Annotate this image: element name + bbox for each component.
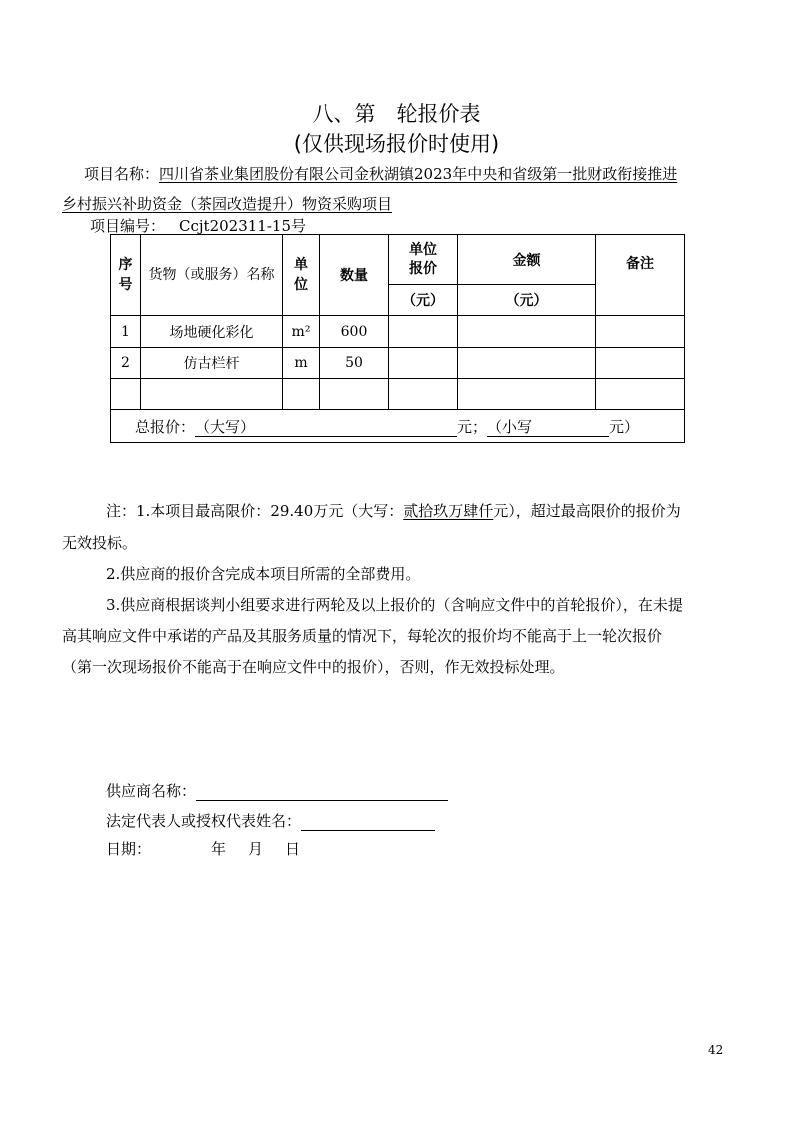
cell-seq: 2 — [111, 348, 141, 379]
cell-remark — [596, 316, 685, 348]
rep-name-label: 法定代表人或授权代表姓名： — [106, 812, 302, 830]
header-unit-price: 单位报价 — [389, 235, 458, 285]
header-amount: 金额 — [458, 235, 596, 285]
supplier-name-blank — [196, 784, 448, 801]
header-unit: 单位 — [283, 235, 320, 316]
supplier-name-row — [106, 780, 448, 801]
table-row — [111, 316, 685, 348]
cell-unit — [283, 379, 320, 410]
total-yuan1: 元； — [457, 417, 488, 436]
cell-unit-price — [389, 348, 458, 379]
total-label: 总报价： — [135, 417, 196, 436]
total-cell — [111, 410, 685, 443]
date-year: 年 — [211, 840, 227, 858]
cell-unit-price — [389, 379, 458, 410]
cell-seq: 1 — [111, 316, 141, 348]
table-row — [111, 379, 685, 410]
project-name-value-2: 乡村振兴补助资金（茶园改造提升）物资采购项目 — [62, 195, 393, 213]
header-unit-price-sub: （元） — [389, 285, 458, 316]
project-number-label: 项目编号： — [90, 217, 166, 235]
date-label: 日期： — [106, 840, 152, 858]
date-day: 日 — [285, 840, 301, 858]
project-name-line1 — [84, 163, 677, 184]
cell-amount — [458, 316, 596, 348]
quote-table — [110, 234, 685, 443]
header-qty: 数量 — [320, 235, 389, 316]
note-3-line-c: （第一次现场报价不能高于在响应文件中的报价），否则，作无效投标处理。 — [62, 658, 565, 676]
note-1-upper-amount: 贰拾玖万肆仟 — [403, 502, 494, 520]
total-lower-field: （小写 — [487, 418, 609, 437]
cell-unit: m — [283, 348, 320, 379]
cell-qty: 600 — [320, 316, 389, 348]
project-number-value: Ccjt202311-15号 — [179, 217, 306, 235]
cell-amount — [458, 379, 596, 410]
note-3-line-b: 高其响应文件中承诺的产品及其服务质量的情况下，每轮次的报价均不能高于上一轮次报价 — [62, 627, 663, 645]
cell-goods: 场地硬化彩化 — [141, 316, 283, 348]
date-month: 月 — [248, 840, 264, 858]
page-subtitle: (仅供现场报价时使用) — [293, 132, 500, 156]
cell-unit-price — [389, 316, 458, 348]
note-1-line-a: 注：1.本项目最高限价：29.40万元（大写：贰拾玖万肆仟元），超过最高限价的报价为 — [106, 502, 681, 520]
total-yuan2: 元） — [609, 417, 640, 436]
cell-amount — [458, 348, 596, 379]
total-upper-field: （大写） — [195, 418, 457, 437]
cell-goods: 仿古栏杆 — [141, 348, 283, 379]
project-name-label: 项目名称： — [84, 165, 160, 183]
cell-remark — [596, 379, 685, 410]
header-amount-sub: （元） — [458, 285, 596, 316]
note-1-line-b: 无效投标。 — [62, 534, 138, 552]
project-name-line2 — [62, 193, 392, 214]
cell-seq — [111, 379, 141, 410]
header-remark: 备注 — [596, 235, 685, 316]
date-row — [106, 838, 300, 859]
header-goods: 货物（或服务）名称 — [141, 235, 283, 316]
cell-remark — [596, 348, 685, 379]
cell-qty: 50 — [320, 348, 389, 379]
project-name-value-1: 四川省茶业集团股份有限公司金秋湖镇2023年中央和省级第一批财政衔接推进 — [159, 165, 678, 183]
project-number-line — [90, 215, 306, 236]
note-3-line-a: 3.供应商根据谈判小组要求进行两轮及以上报价的（含响应文件中的首轮报价），在未提 — [106, 596, 683, 614]
note-2: 2.供应商的报价含完成本项目所需的全部费用。 — [106, 565, 421, 583]
page-number: 42 — [708, 1043, 724, 1057]
header-seq: 序号 — [111, 235, 141, 316]
table-row — [111, 348, 685, 379]
total-row — [111, 410, 685, 443]
cell-unit: m² — [283, 316, 320, 348]
rep-name-blank — [301, 814, 435, 831]
page-title: 八、第 轮报价表 — [312, 102, 481, 126]
rep-name-row — [106, 810, 435, 831]
cell-goods — [141, 379, 283, 410]
cell-qty — [320, 379, 389, 410]
supplier-name-label: 供应商名称： — [106, 782, 197, 800]
